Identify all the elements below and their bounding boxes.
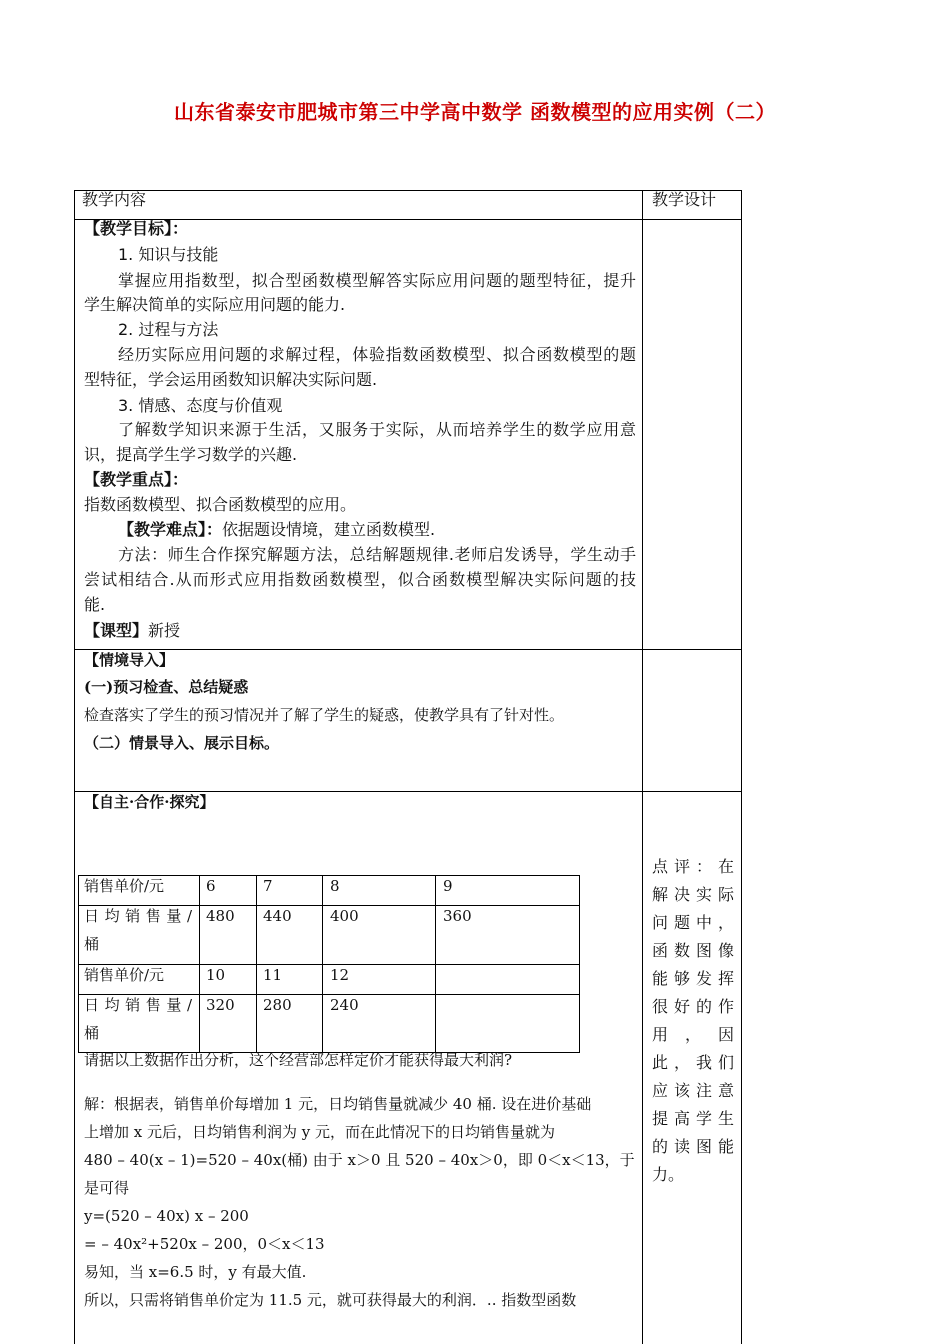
item1-line2: 学生解决简单的实际应用问题的能力. <box>84 295 346 314</box>
item1-line1: 掌握应用指数型，拟合型函数模型解答实际应用问题的题型特征，提升 <box>118 271 636 290</box>
table-cell: 销售单价/元 <box>84 966 165 984</box>
difficulty-line <box>118 517 435 542</box>
table-cell: 400 <box>330 907 359 925</box>
table-cell: 8 <box>330 877 340 895</box>
table-cell: 9 <box>443 877 453 895</box>
comment-line: 此，我们 <box>652 1053 734 1072</box>
table-cell: 7 <box>263 877 273 895</box>
solution-line6: = – 40x²+520x – 200，0＜x＜13 <box>84 1235 325 1253</box>
table-cell: 桶 <box>84 1024 100 1042</box>
item3-title: 3. 情感、态度与价值观 <box>118 396 283 415</box>
method-line1: 方法：师生合作探究解题方法，总结解题规律.老师启发诱导，学生动手 <box>118 545 636 564</box>
solution-line3: 480 – 40(x – 1)=520 – 40x(桶) 由于 x＞0 且 520 – 40x＞0，即 0＜x＜13，于 <box>84 1151 635 1169</box>
method-line2: 尝试相结合.从而形式应用指数函数模型，似合函数模型解决实际问题的技 <box>84 570 636 589</box>
solution-line8: 所以，只需将销售单价定为 11.5 元，就可获得最大的利润．.. 指数型函数 <box>84 1291 577 1309</box>
comment-line: 函数图像 <box>652 941 734 960</box>
comment-line: 的读图能 <box>652 1137 734 1156</box>
comment-line: 用，因 <box>652 1025 734 1044</box>
comment-line: 应该注意 <box>652 1081 734 1100</box>
inner-table-v3 <box>322 875 323 1053</box>
table-cell: 12 <box>330 966 350 984</box>
lesson-type: 新授 <box>148 621 181 640</box>
item2-title: 2. 过程与方法 <box>118 320 219 339</box>
item3-line2: 识，提高学生学习数学的兴趣. <box>84 445 298 464</box>
solution-line5: y=(520 – 40x) x – 200 <box>84 1207 249 1225</box>
inner-table-v5 <box>579 875 580 1053</box>
inner-table-v2 <box>256 875 257 1053</box>
comment-line: 很好的作 <box>652 997 734 1016</box>
header-content: 教学内容 <box>82 190 147 209</box>
comment-line: 解决实际 <box>652 885 734 904</box>
table-cell: 440 <box>263 907 292 925</box>
header-design: 教学设计 <box>652 190 717 209</box>
table-border-right <box>741 190 742 1344</box>
comment-line: 点评：在 <box>652 857 734 876</box>
table-border-mid <box>642 190 643 1344</box>
comment-line: 提高学生 <box>652 1109 734 1128</box>
solution-line2: 上增加 x 元后，日均销售利润为 y 元，而在此情况下的日均销售量就为 <box>84 1123 556 1141</box>
page-title: 山东省泰安市肥城市第三中学高中数学 函数模型的应用实例（二） <box>174 100 776 124</box>
inner-table-v4 <box>435 875 436 1053</box>
table-cell: 11 <box>263 966 283 984</box>
table-cell: 360 <box>443 907 472 925</box>
solution-line7: 易知，当 x=6.5 时，y 有最大值. <box>84 1263 307 1281</box>
difficulty-label: 【教学难点】： <box>118 520 223 539</box>
inner-table-v1 <box>199 875 200 1053</box>
table-cell: 日均销售量/ <box>84 996 192 1014</box>
intro-heading: 【情境导入】 <box>84 651 175 669</box>
comment-line: 力。 <box>652 1165 685 1184</box>
intro-sub1: (一)预习检查、总结疑惑 <box>84 678 249 696</box>
item1-title: 1. 知识与技能 <box>118 245 219 264</box>
intro-text1: 检查落实了学生的预习情况并了解了学生的疑惑，使教学具有了针对性。 <box>84 706 565 724</box>
table-cell: 480 <box>206 907 235 925</box>
question: 请据以上数据作出分析，这个经营部怎样定价才能获得最大利润? <box>84 1051 513 1069</box>
table-cell: 销售单价/元 <box>84 877 165 895</box>
comment-line: 能够发挥 <box>652 969 734 988</box>
table-cell: 10 <box>206 966 226 984</box>
table-cell: 日均销售量/ <box>84 907 192 925</box>
explore-heading: 【自主·合作·探究】 <box>84 793 215 811</box>
method-line3: 能. <box>84 595 106 614</box>
table-cell: 6 <box>206 877 216 895</box>
key-text: 指数函数模型、拟合函数模型的应用。 <box>84 495 357 514</box>
comment-line: 问题中， <box>652 913 734 932</box>
item2-line2: 型特征，学会运用函数知识解决实际问题. <box>84 370 378 389</box>
table-cell: 240 <box>330 996 359 1014</box>
inner-table-v0 <box>78 875 79 1053</box>
item3-line1: 了解数学知识来源于生活，又服务于实际，从而培养学生的数学应用意 <box>118 420 636 439</box>
item2-line1: 经历实际应用问题的求解过程，体验指数函数模型、拟合函数模型的题 <box>118 345 636 364</box>
lesson-type-line <box>84 618 180 643</box>
table-cell: 280 <box>263 996 292 1014</box>
objectives-heading: 【教学目标】： <box>84 219 189 238</box>
solution-line4: 是可得 <box>84 1179 130 1197</box>
intro-sub2: （二）情景导入、展示目标。 <box>84 734 280 752</box>
table-border-left <box>74 190 75 1344</box>
solution-line1: 解：根据表，销售单价每增加 1 元，日均销售量就减少 40 桶. 设在进价基础 <box>84 1095 592 1113</box>
key-heading: 【教学重点】： <box>84 470 189 489</box>
table-cell: 桶 <box>84 935 100 953</box>
difficulty-text: 依据题设情境，建立函数模型. <box>222 520 436 539</box>
table-cell: 320 <box>206 996 235 1014</box>
lesson-type-label: 【课型】 <box>84 621 149 640</box>
